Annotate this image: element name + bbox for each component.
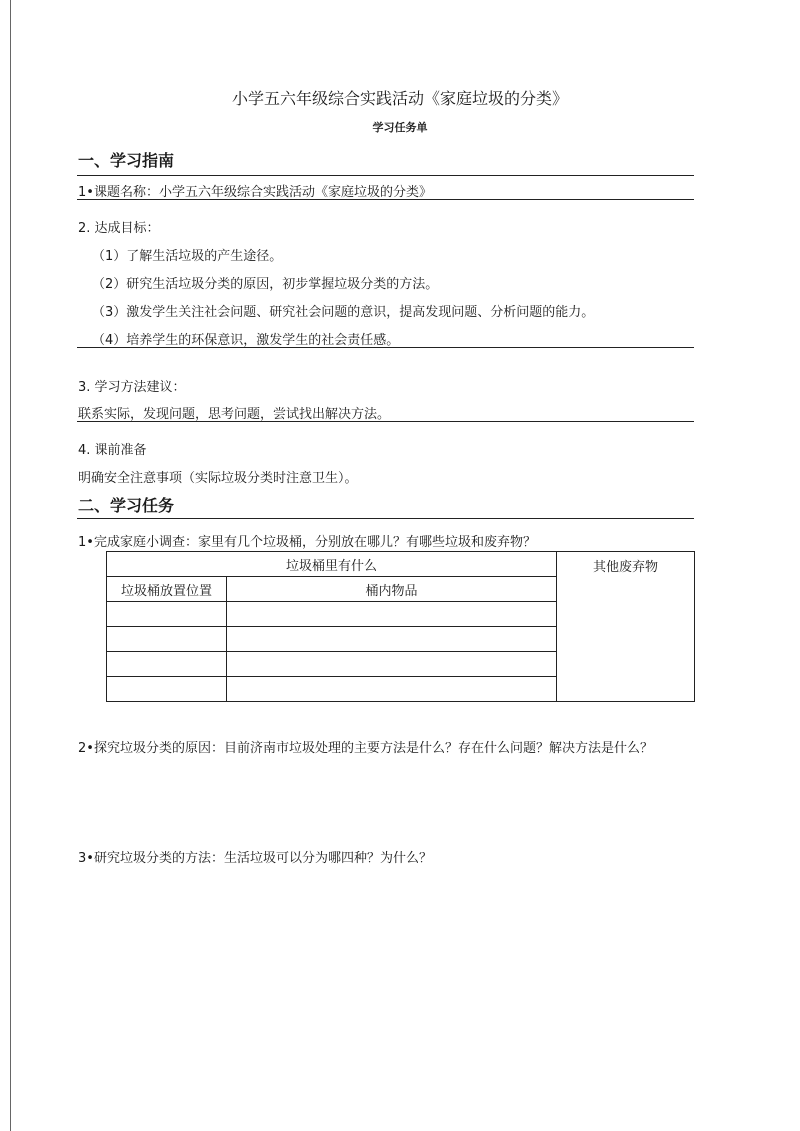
method-text: 联系实际，发现问题，思考问题，尝试找出解决方法。 xyxy=(78,407,391,422)
section-heading-tasks: 二、学习任务 xyxy=(78,496,175,515)
table-col-items: 桶内物品 xyxy=(227,577,557,602)
table-cell-items[interactable] xyxy=(227,627,557,652)
preparation-text: 明确安全注意事项（实际垃圾分类时注意卫生）。 xyxy=(78,471,358,486)
table-cell-items[interactable] xyxy=(227,602,557,627)
divider xyxy=(77,518,694,519)
table-cell-location[interactable] xyxy=(107,602,227,627)
table-cell-location[interactable] xyxy=(107,652,227,677)
goal-item: （3）激发学生关注社会问题、研究社会问题的意识，提高发现问题、分析问题的能力。 xyxy=(92,305,595,320)
goal-item: （4）培养学生的环保意识，激发学生的社会责任感。 xyxy=(92,333,400,348)
table-cell-location[interactable] xyxy=(107,677,227,702)
goal-item: （1）了解生活垃圾的产生途径。 xyxy=(92,249,283,264)
page-left-border xyxy=(10,0,11,1131)
method-label: 3. 学习方法建议： xyxy=(78,380,186,395)
survey-table xyxy=(106,551,695,702)
task-1: 1•完成家庭小调查：家里有几个垃圾桶，分别放在哪儿？有哪些垃圾和废弃物？ xyxy=(78,535,536,550)
table-cell-location[interactable] xyxy=(107,627,227,652)
divider xyxy=(77,175,694,176)
course-name: 1•课题名称：小学五六年级综合实践活动《家庭垃圾的分类》 xyxy=(78,185,432,200)
divider xyxy=(77,347,694,348)
task-2: 2•探究垃圾分类的原因：目前济南市垃圾处理的主要方法是什么？存在什么问题？解决方法是什么？ xyxy=(78,741,653,756)
task-3: 3•研究垃圾分类的方法：生活垃圾可以分为哪四种？为什么？ xyxy=(78,851,432,866)
table-header-other-waste: 其他废弃物 xyxy=(557,552,695,702)
preparation-label: 4. 课前准备 xyxy=(78,443,147,458)
table-cell-items[interactable] xyxy=(227,677,557,702)
section-heading-guide: 一、学习指南 xyxy=(78,151,175,170)
divider xyxy=(77,199,694,200)
divider xyxy=(77,421,694,422)
document-title: 小学五六年级综合实践活动《家庭垃圾的分类》 xyxy=(231,89,568,108)
table-col-location: 垃圾桶放置位置 xyxy=(107,577,227,602)
table-header-bin-contents: 垃圾桶里有什么 xyxy=(107,552,557,577)
document-subtitle: 学习任务单 xyxy=(372,121,428,134)
goals-label: 2. 达成目标： xyxy=(78,221,160,236)
goal-item: （2）研究生活垃圾分类的原因，初步掌握垃圾分类的方法。 xyxy=(92,277,439,292)
table-cell-items[interactable] xyxy=(227,652,557,677)
